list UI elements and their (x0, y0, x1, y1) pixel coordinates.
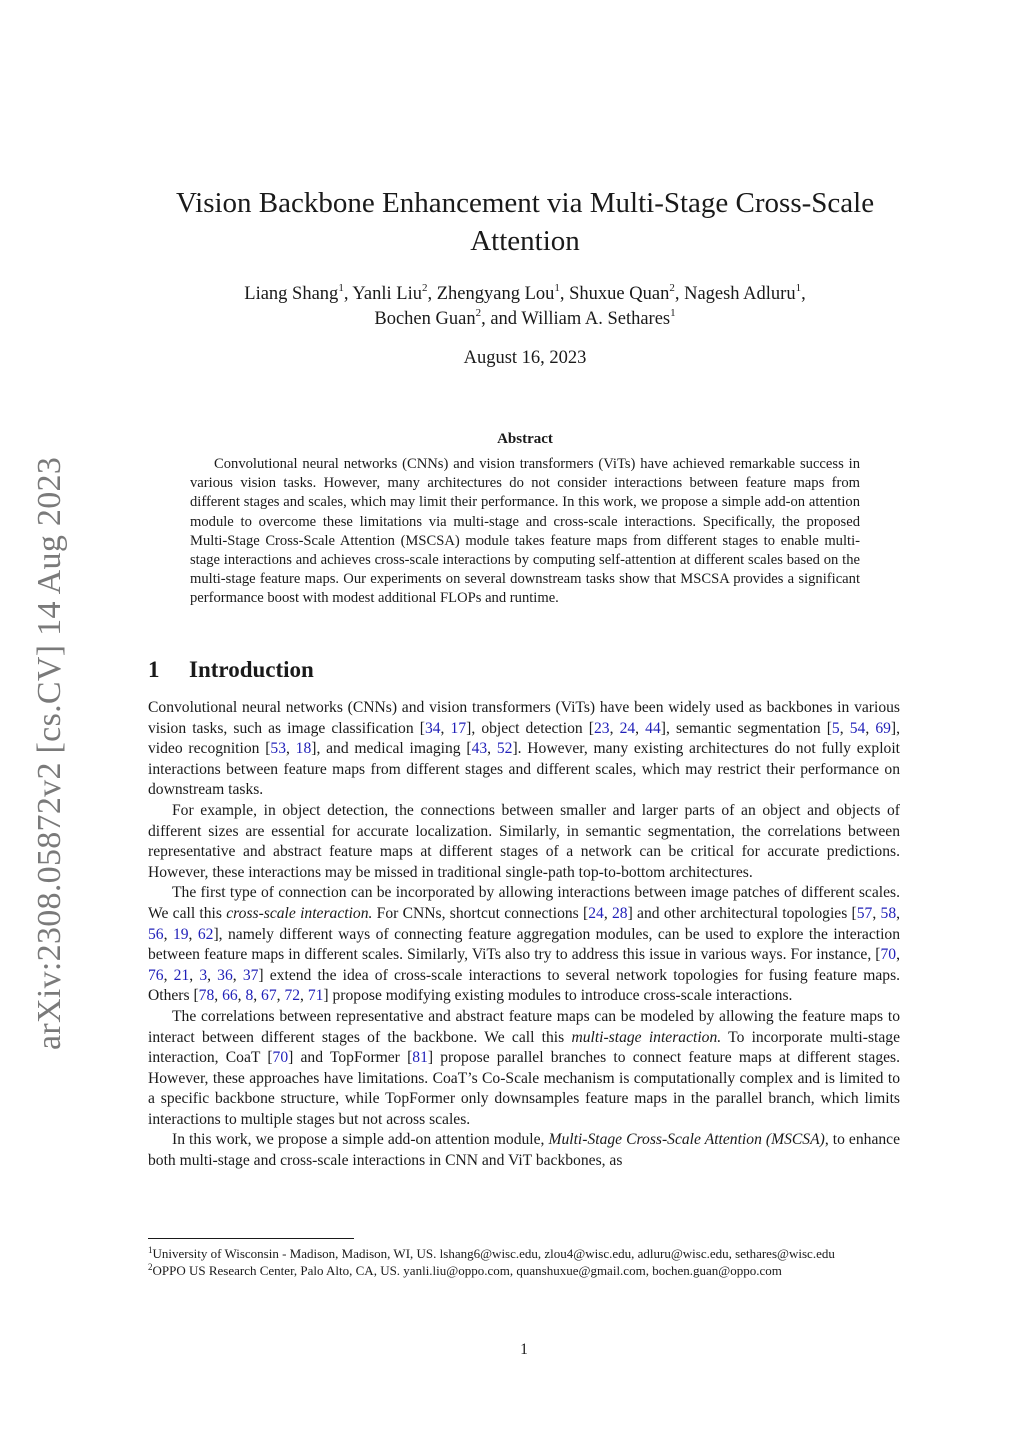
text-run: ] extend the idea of cross-scale interactions to several network topologies for fusing feature maps. Others [ (148, 966, 901, 1005)
citation-link[interactable]: 18 (295, 740, 312, 758)
author-list: Liang Shang$^1$, Yanli Liu$^2$, Zhengyang Lou$^1$, Shuxue Quan$^2$, Nagesh Adluru$^1$, Bochen Guan$^2$, and William A. Sethares$^1$ (244, 282, 806, 329)
text-run: ] propose modifying existing modules to introduce cross-scale interactions. (323, 987, 793, 1005)
citation-link[interactable]: 52 (496, 740, 513, 758)
text-run: ] and TopFormer [ (288, 1049, 413, 1067)
text-run: , (163, 925, 173, 943)
abstract-heading: Abstract (497, 431, 553, 447)
citation-link[interactable]: 28 (611, 904, 628, 922)
citation-link[interactable]: 19 (172, 925, 189, 943)
body-paragraph (148, 698, 900, 801)
citation-link[interactable]: 43 (471, 740, 488, 758)
citation-link[interactable]: 36 (217, 966, 233, 984)
text-run: , (603, 904, 612, 922)
footnote: $^1$University of Wisconsin - Madison, Madison, WI, US. lshang6@wisc.edu, zlou4@wisc.edu, adluru@wisc.edu, sethares@wisc.edu (148, 1245, 835, 1261)
text-run: , (207, 966, 218, 984)
author: William A. Sethares$^1$ (521, 307, 676, 329)
citation-link[interactable]: 72 (284, 987, 301, 1005)
text-run: , (839, 719, 850, 737)
text-run: , (276, 987, 285, 1005)
text-run: To incorporate multi-stage interaction, CoaT [ (148, 1028, 900, 1067)
citation-link[interactable]: 71 (307, 987, 324, 1005)
text-run: , (896, 946, 900, 964)
text-run: ], video recognition [ (148, 719, 900, 758)
publication-date: August 16, 2023 (463, 348, 587, 368)
author: Shuxue Quan$^2$ (569, 282, 675, 304)
citation-link[interactable]: 76 (148, 966, 164, 984)
text-run: ], and medical imaging [ (311, 740, 472, 758)
citation-link[interactable]: 81 (412, 1049, 428, 1067)
text-run: , (232, 966, 243, 984)
emphasized-term: multi-stage interaction. (571, 1028, 722, 1046)
page-number: 1 (520, 1341, 528, 1358)
body-paragraph (148, 1007, 900, 1131)
citation-link[interactable]: 24 (588, 904, 604, 922)
citation-link[interactable]: 44 (645, 719, 661, 737)
author: Nagesh Adluru$^1$ (684, 282, 802, 304)
text-run: , (609, 719, 620, 737)
text-run: ] and other architectural topologies [ (627, 904, 857, 922)
section-title: Introduction (189, 657, 314, 682)
text-run: , to enhance both multi-stage and cross-scale interactions in CNN and ViT backbones, as (148, 1131, 901, 1170)
section-heading (148, 655, 900, 685)
text-run: , (865, 719, 876, 737)
text-run: For CNNs, shortcut connections [ (372, 904, 589, 922)
citation-link[interactable]: 57 (856, 904, 873, 922)
text-run: Convolutional neural networks (CNNs) and vision transformers (ViTs) have been widely used as backbones in various vision tasks, such as image classification [ (148, 699, 900, 737)
text-run: , (163, 966, 174, 984)
citation-link[interactable]: 69 (875, 719, 891, 737)
citation-link[interactable]: 70 (880, 946, 897, 964)
citation-link[interactable]: 62 (197, 925, 214, 943)
body-paragraph (148, 801, 900, 883)
text-run: , (188, 925, 198, 943)
author: Zhengyang Lou$^1$ (436, 282, 560, 304)
author: Bochen Guan$^2$ (374, 307, 482, 329)
text-run: ]. However, many existing architectures do not fully exploit interactions between feature maps from different stages and different scales, which may restrict their performance on downstream tasks. (148, 740, 901, 799)
footnote-divider (148, 1238, 354, 1239)
citation-link[interactable]: 70 (272, 1049, 289, 1067)
citation-link[interactable]: 54 (849, 719, 866, 737)
text-run: , (237, 987, 246, 1005)
footnote: $^2$OPPO US Research Center, Palo Alto, CA, US. yanli.liu@oppo.com, quanshuxue@gmail.com, bochen.guan@oppo.com (148, 1262, 782, 1279)
text-run: , (214, 987, 223, 1005)
emphasized-term: Multi-Stage Cross-Scale Attention (MSCSA) (548, 1131, 825, 1149)
text-run: ], semantic segmentation [ (660, 719, 832, 737)
citation-link[interactable]: 53 (270, 740, 286, 758)
citation-link[interactable]: 21 (173, 966, 190, 984)
text-run: , (635, 719, 646, 737)
text-run: , (189, 966, 200, 984)
text-run: , (487, 740, 497, 758)
author: Yanli Liu$^2$ (352, 282, 428, 304)
author: Liang Shang$^1$ (244, 282, 344, 304)
footnotes (148, 1245, 900, 1279)
citation-link[interactable]: 67 (261, 987, 277, 1005)
text-run: , (872, 904, 881, 922)
citation-link[interactable]: 24 (619, 719, 636, 737)
body-paragraph (148, 1130, 900, 1171)
citation-link[interactable]: 8 (245, 987, 254, 1005)
text-run: In this work, we propose a simple add-on attention module, (172, 1131, 549, 1149)
citation-link[interactable]: 3 (199, 966, 208, 984)
citation-link[interactable]: 5 (831, 719, 840, 737)
citation-link[interactable]: 78 (198, 987, 215, 1005)
text-run: ], object detection [ (466, 719, 594, 737)
paper-title: Vision Backbone Enhancement via Multi-Stage Cross-Scale Attention (175, 187, 875, 257)
text-run: , (440, 719, 451, 737)
citation-link[interactable]: 34 (424, 719, 441, 737)
text-run: The first type of connection can be incorporated by allowing interactions between image patches of different scales. We call this (148, 884, 900, 922)
text-run: For example, in object detection, the connections between smaller and larger parts of an object and objects of different sizes are essential for accurate localization. Similarly, in semantic segmentation, the correlations between representative and abstract feature maps at different stages of a network can be critical for accurate predictions. However, these interactions may be missed in traditional single-path top-to-bottom architectures. (148, 801, 900, 881)
introduction-body (148, 698, 900, 1172)
abstract-text: Convolutional neural networks (CNNs) and vision transformers (ViTs) have achieved remarkable success in various vision tasks. However, many architectures do not consider interactions between feature maps from different stages and scales, which may limit their performance. In this work, we propose a simple add-on attention module to overcome these limitations via multi-stage and cross-scale interactions. Specifically, the proposed Multi-Stage Cross-Scale Attention (MSCSA) module takes feature maps from different stages to enable multi-stage interactions and achieves cross-scale interactions by computing self-attention at different scales based on the multi-stage feature maps. Our experiments on several downstream tasks show that MSCSA provides a significant performance boost with modest additional FLOPs and runtime. (190, 456, 860, 607)
text-run: , (896, 904, 901, 922)
citation-link[interactable]: 37 (242, 966, 259, 984)
emphasized-term: cross-scale interaction. (226, 904, 373, 922)
arxiv-identifier-stamp: arXiv:2308.05872v2 [cs.CV] 14 Aug 2023 (31, 456, 68, 1050)
text-run: The correlations between representative and abstract feature maps can be modeled by allowing the feature maps to interact between different stages of the backbone. We call this (148, 1007, 900, 1046)
citation-link[interactable]: 17 (450, 719, 467, 737)
section-number: 1 (148, 657, 160, 682)
citation-link[interactable]: 58 (880, 904, 897, 922)
body-paragraph (148, 883, 900, 1007)
text-run: , (285, 740, 296, 758)
text-run: , (300, 987, 308, 1005)
citation-link[interactable]: 66 (222, 987, 238, 1005)
citation-link[interactable]: 23 (593, 719, 610, 737)
text-run: ] propose parallel branches to connect feature maps at different stages. However, these approaches have limitations. CoaT’s Co-Scale mechanism is computationally complex and is limited to a specific backbone structure, while TopFormer only downsamples feature maps in the parallel branch, which limits interactions to multiple stages but not across scales. (148, 1049, 901, 1128)
text-run: ], namely different ways of connecting feature aggregation modules, can be used to explore the interaction between feature maps in different scales. Similarly, ViTs also try to address this issue in various ways. For instance, [ (148, 925, 901, 964)
citation-link[interactable]: 56 (148, 925, 164, 943)
text-run: , (253, 987, 262, 1005)
